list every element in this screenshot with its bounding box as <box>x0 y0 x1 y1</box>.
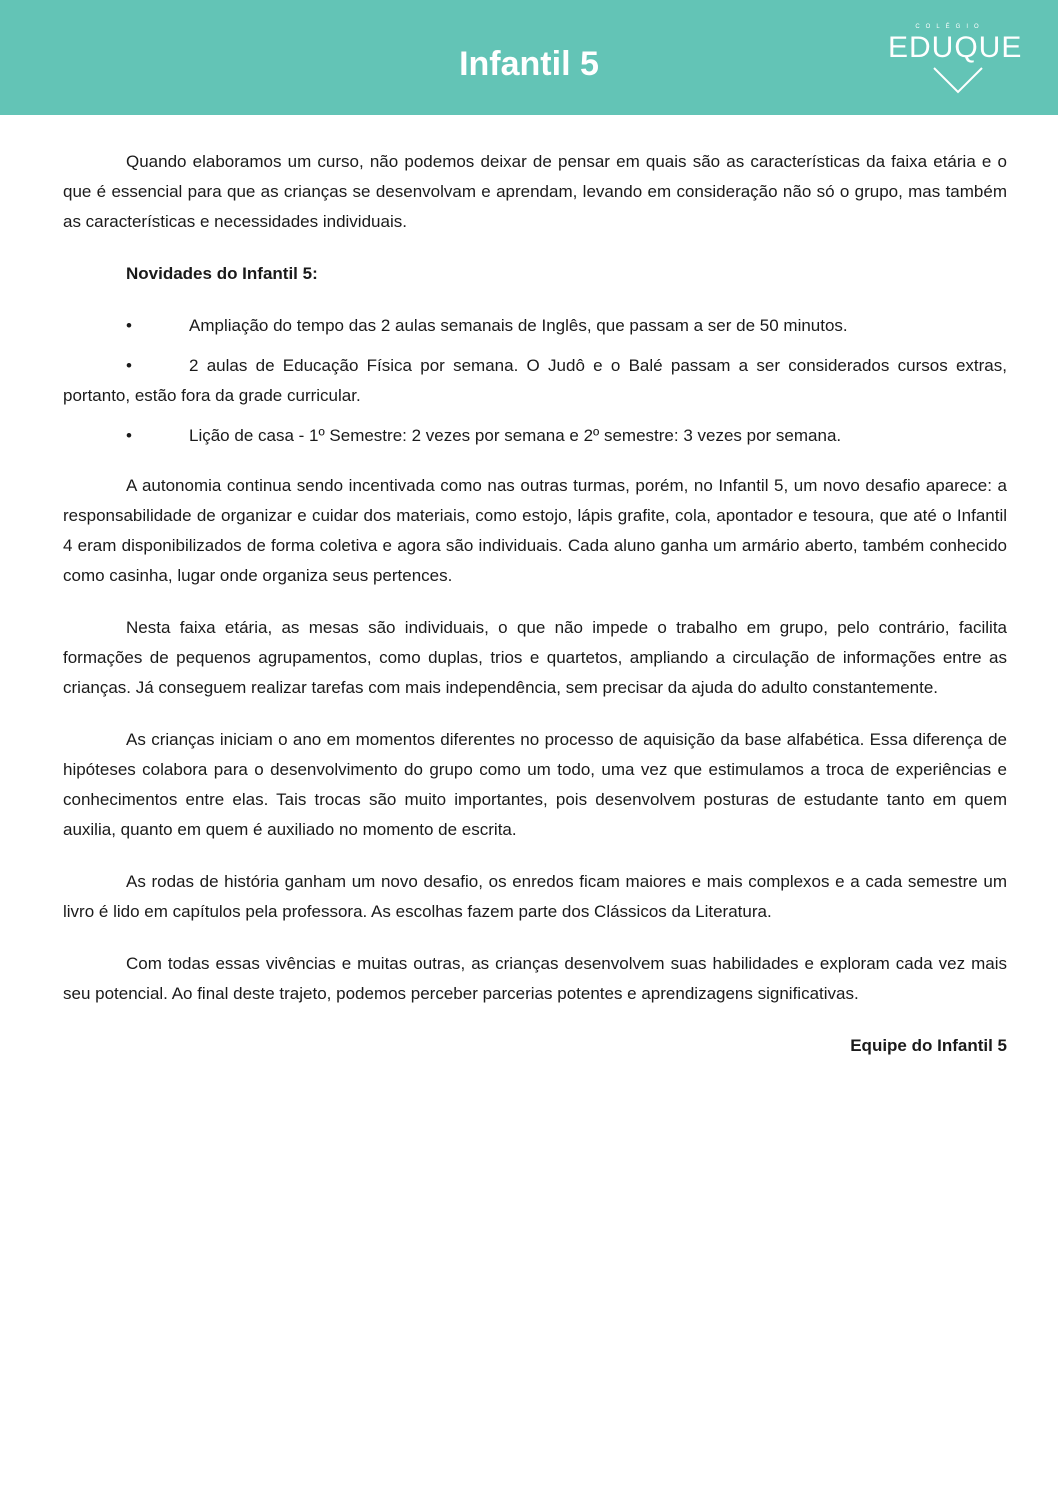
bullet-icon: • <box>126 426 132 445</box>
page-header <box>0 0 1058 115</box>
school-logo <box>888 24 1023 96</box>
bullet-icon: • <box>126 356 132 375</box>
list-item <box>63 421 1007 451</box>
body-paragraph: Nesta faixa etária, as mesas são individuais, o que não impede o trabalho em grupo, pelo contrário, facilita formações de pequenos agrupamentos, como duplas, trios e quartetos, ampliando a circulação de informações entre as crianças. Já conseguem realizar tarefas com mais independência, sem precisar da ajuda do adulto constantemente. <box>63 618 1007 697</box>
list-item-text: 2 aulas de Educação Física por semana. O Judô e o Balé passam a ser considerados cursos extras, portanto, estão fora da grade curricular. <box>63 356 1007 405</box>
list-item <box>63 311 1007 341</box>
signature: Equipe do Infantil 5 <box>850 1036 1007 1055</box>
bullet-icon: • <box>126 316 132 335</box>
logo-small-text: COLÉGIO <box>915 24 985 30</box>
list-item <box>63 351 1007 411</box>
novidades-heading: Novidades do Infantil 5: <box>126 264 318 283</box>
body-paragraph: As crianças iniciam o ano em momentos diferentes no processo de aquisição da base alfabética. Essa diferença de hipóteses colabora para o desenvolvimento do grupo como um todo, uma vez que estimulamos a troca de experiências e conhecimentos entre elas. Tais trocas são muito importantes, pois desenvolvem posturas de estudante tanto em quem auxilia, quanto em quem é auxiliado no momento de escrita. <box>63 730 1007 839</box>
logo-triangle-icon <box>888 24 1023 96</box>
logo-wordmark: EDUQUE <box>888 31 1023 64</box>
page-title: Infantil 5 <box>459 45 599 83</box>
body-paragraph: As rodas de história ganham um novo desafio, os enredos ficam maiores e mais complexos e a cada semestre um livro é lido em capítulos pela professora. As escolhas fazem parte dos Clássicos da Literatura. <box>63 872 1007 921</box>
novidades-list <box>63 311 1007 451</box>
list-item-text: Ampliação do tempo das 2 aulas semanais de Inglês, que passam a ser de 50 minutos. <box>189 316 848 335</box>
document-body <box>63 147 1007 1061</box>
body-paragraph: Com todas essas vivências e muitas outras, as crianças desenvolvem suas habilidades e exploram cada vez mais seu potencial. Ao final deste trajeto, podemos perceber parcerias potentes e aprendizagens significativas. <box>63 954 1007 1003</box>
body-paragraph: A autonomia continua sendo incentivada como nas outras turmas, porém, no Infantil 5, um novo desafio aparece: a responsabilidade de organizar e cuidar dos materiais, como estojo, lápis grafite, cola, apontador e tesoura, que até o Infantil 4 eram disponibilizados de forma coletiva e agora são individuais. Cada aluno ganha um armário aberto, também conhecido como casinha, lugar onde organiza seus pertences. <box>63 476 1007 585</box>
list-item-text: Lição de casa - 1º Semestre: 2 vezes por semana e 2º semestre: 3 vezes por semana. <box>189 426 842 445</box>
intro-paragraph: Quando elaboramos um curso, não podemos deixar de pensar em quais são as características da faixa etária e o que é essencial para que as crianças se desenvolvam e aprendam, levando em consideração não só o grupo, mas também as características e necessidades individuais. <box>63 152 1007 231</box>
